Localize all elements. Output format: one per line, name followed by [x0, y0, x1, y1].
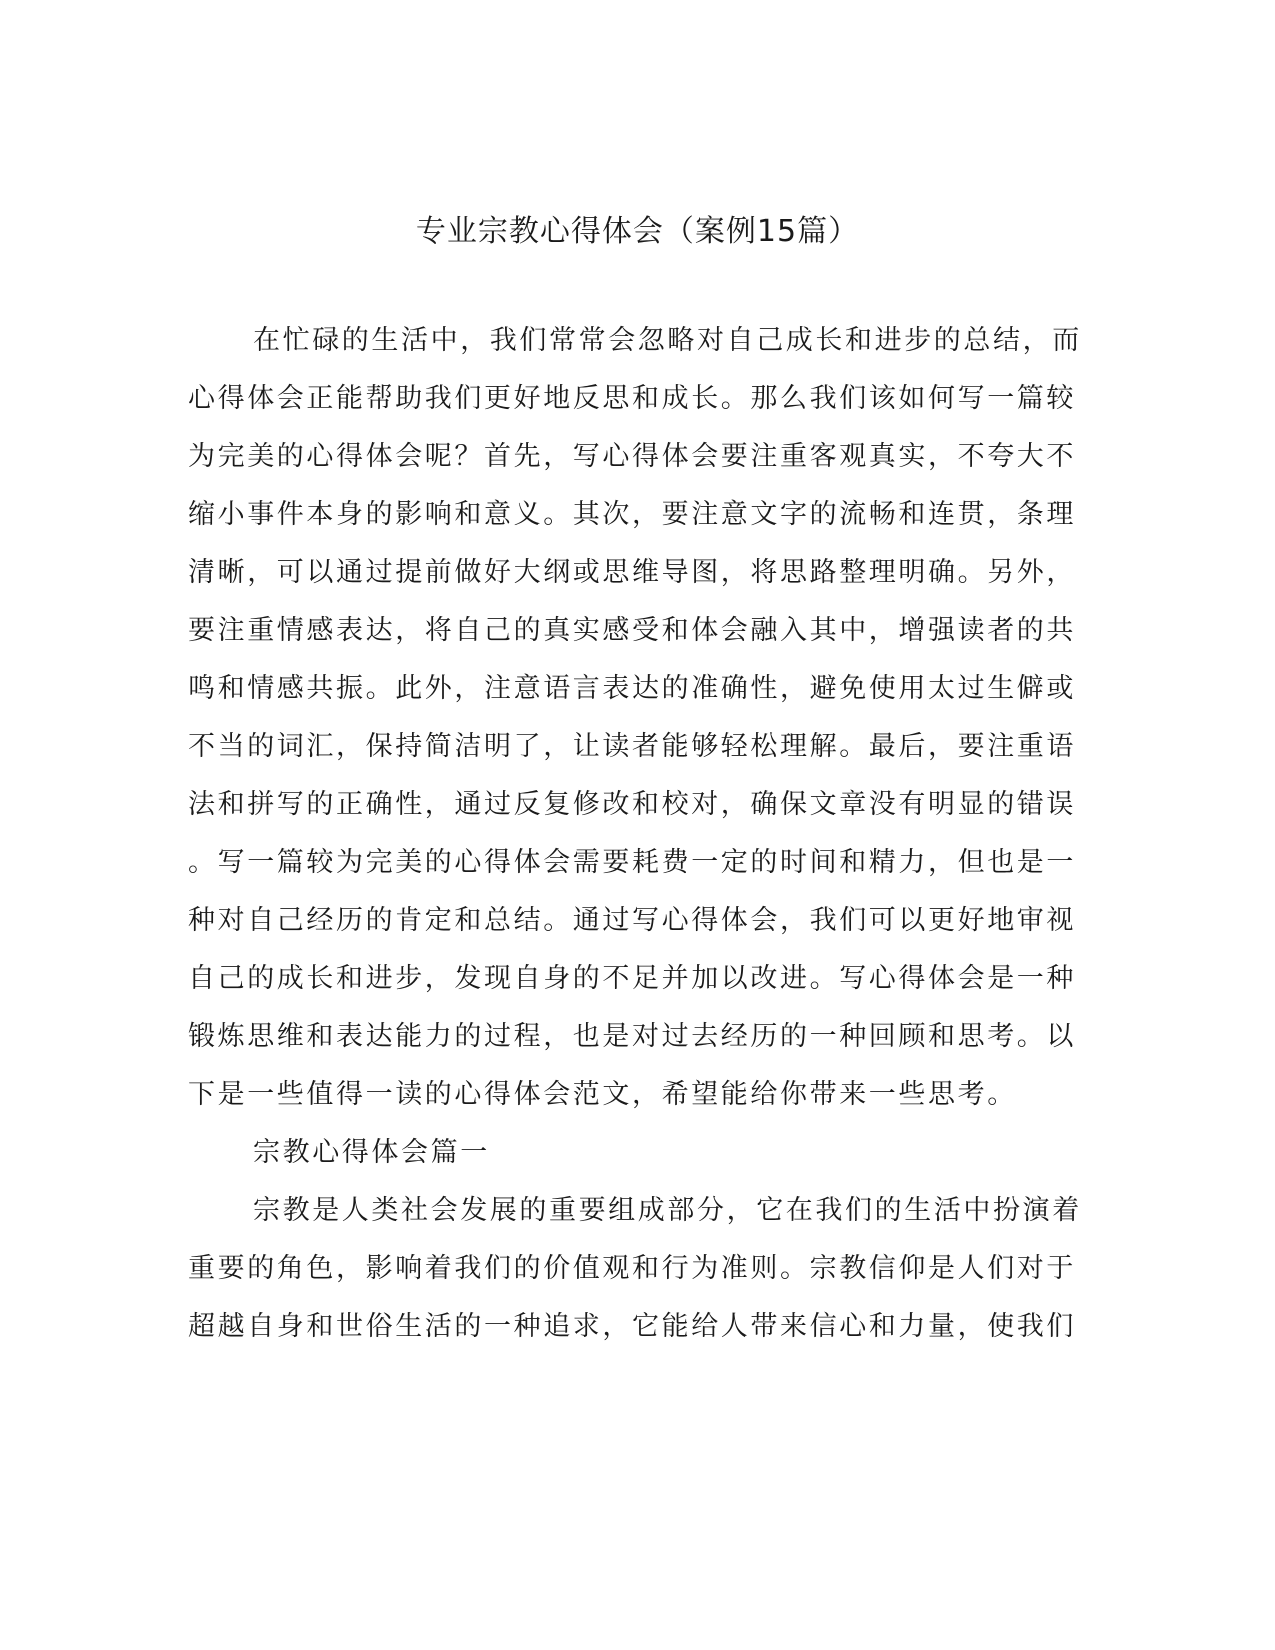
paragraph-line: 锻炼思维和表达能力的过程，也是对过去经历的一种回顾和思考。以 [188, 1021, 1076, 1052]
paragraph-line: 自己的成长和进步，发现自身的不足并加以改进。写心得体会是一种 [188, 963, 1076, 994]
paragraph-line: 宗教是人类社会发展的重要组成部分，它在我们的生活中扮演着 [253, 1195, 1082, 1226]
paragraph-line: 鸣和情感共振。此外，注意语言表达的准确性，避免使用太过生僻或 [188, 673, 1076, 704]
paragraph-line: 在忙碌的生活中，我们常常会忽略对自己成长和进步的总结，而 [253, 325, 1082, 356]
document-title: 专业宗教心得体会（案例15篇） [415, 214, 860, 249]
paragraph-line: 重要的角色，影响着我们的价值观和行为准则。宗教信仰是人们对于 [188, 1253, 1076, 1284]
paragraph-line: 缩小事件本身的影响和意义。其次，要注意文字的流畅和连贯，条理 [188, 499, 1076, 530]
section-heading: 宗教心得体会篇一 [253, 1137, 490, 1168]
paragraph-line: 超越自身和世俗生活的一种追求，它能给人带来信心和力量，使我们 [188, 1311, 1076, 1342]
paragraph-line: 心得体会正能帮助我们更好地反思和成长。那么我们该如何写一篇较 [188, 383, 1076, 414]
paragraph-line: 种对自己经历的肯定和总结。通过写心得体会，我们可以更好地审视 [188, 905, 1076, 936]
paragraph-line: 。写一篇较为完美的心得体会需要耗费一定的时间和精力，但也是一 [188, 847, 1076, 878]
paragraph-line: 清晰，可以通过提前做好大纲或思维导图，将思路整理明确。另外， [188, 557, 1076, 588]
paragraph-line: 为完美的心得体会呢？首先，写心得体会要注重客观真实，不夸大不 [188, 441, 1076, 472]
paragraph-line: 下是一些值得一读的心得体会范文，希望能给你带来一些思考。 [188, 1079, 1017, 1110]
paragraph-line: 要注重情感表达，将自己的真实感受和体会融入其中，增强读者的共 [188, 615, 1076, 646]
paragraph-line: 法和拼写的正确性，通过反复修改和校对，确保文章没有明显的错误 [188, 789, 1076, 820]
paragraph-line: 不当的词汇，保持简洁明了，让读者能够轻松理解。最后，要注重语 [188, 731, 1076, 762]
